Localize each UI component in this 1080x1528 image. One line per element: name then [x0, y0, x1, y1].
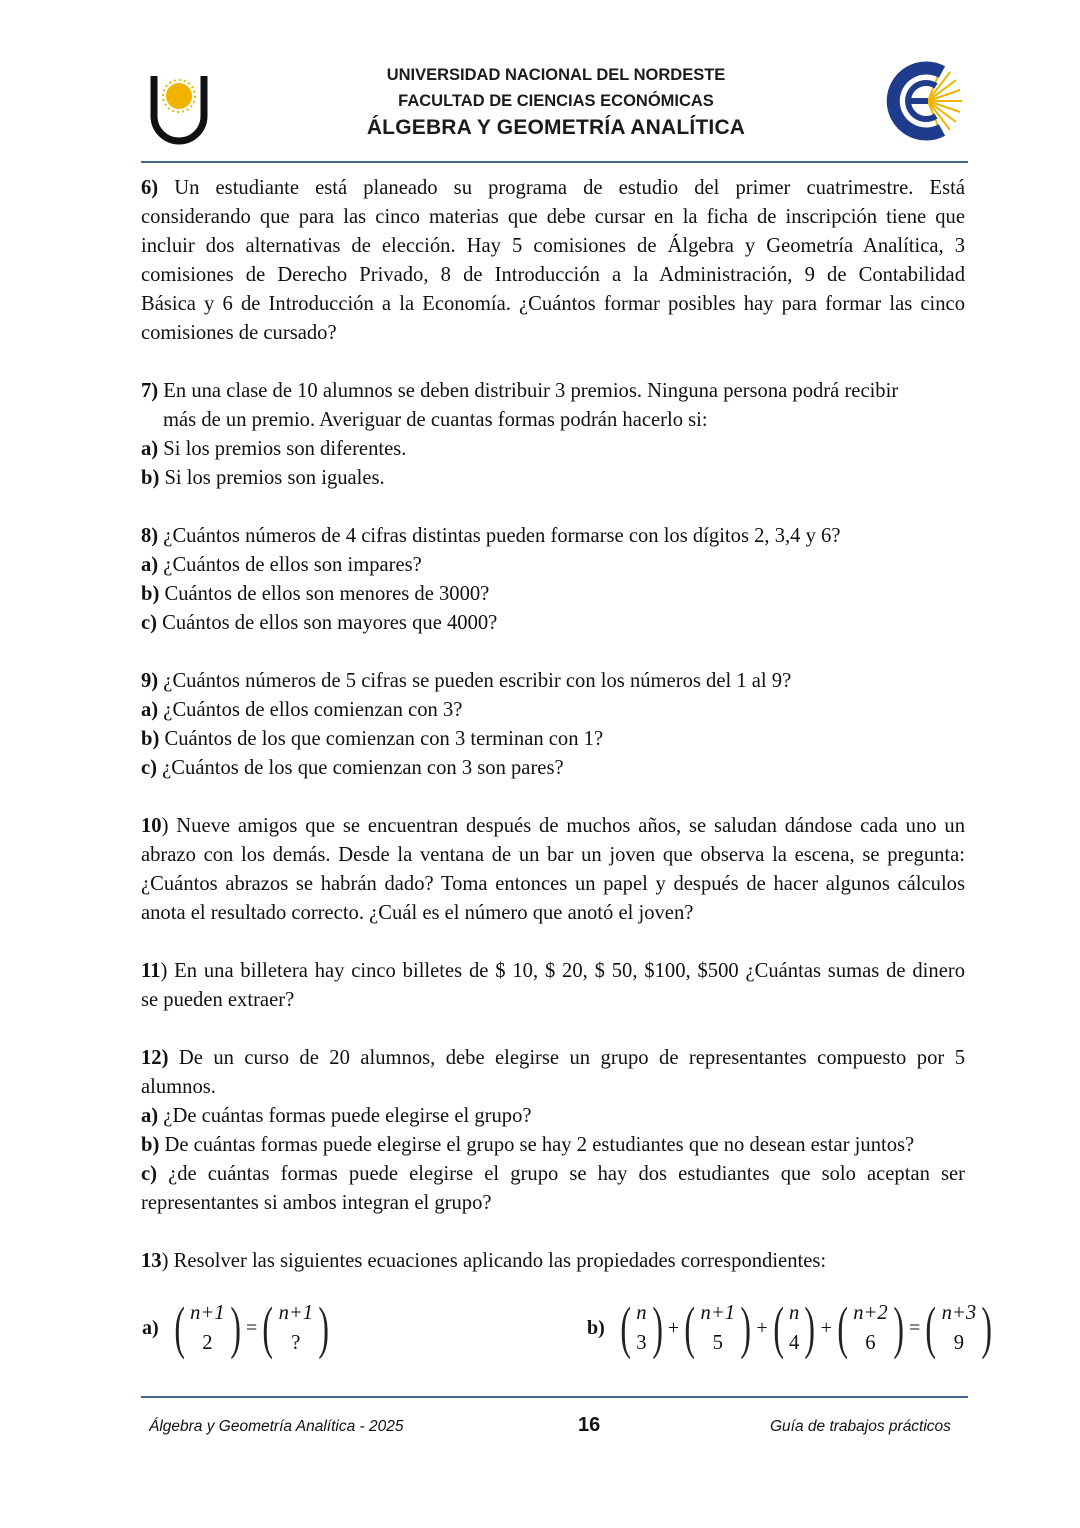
problem-10-line: ¿Cuántos abrazos se habrán dado? Toma entonces un papel y después de hacer algunos cálculos — [141, 873, 965, 895]
university-name: UNIVERSIDAD NACIONAL DEL NORDESTE — [386, 66, 726, 84]
problem-10-line: anota el resultado correcto. ¿Cuál es el número que anotó el joven? — [141, 902, 694, 924]
problem-10 — [141, 812, 965, 928]
equation-a-operator: = — [245, 1316, 258, 1339]
problem-6-line: incluir dos alternativas de elección. Hay 5 comisiones de Álgebra y Geometría Analítica, 3 — [141, 235, 965, 257]
course-title: ÁLGEBRA Y GEOMETRÍA ANALÍTICA — [366, 116, 746, 139]
problem-7 — [141, 377, 965, 493]
equation-a-binomial-bottom: 2 — [202, 1332, 213, 1354]
problem-6-line: considerando que para las cinco materias que debe cursar en la ficha de inscripción tiene que — [141, 206, 965, 228]
equation-b-binomial-bottom: 3 — [636, 1332, 647, 1354]
problem-7-line: 7) En una clase de 10 alumnos se deben distribuir 3 premios. Ninguna persona podrá recibir — [141, 380, 899, 402]
footer-guide: Guía de trabajos prácticos — [770, 1418, 951, 1435]
equation-b-binomial: ( n 3 ) — [620, 1295, 663, 1360]
problem-12-line: 12) De un curso de 20 alumnos, debe elegirse un grupo de representantes compuesto por 5 — [141, 1047, 965, 1069]
problem-12 — [141, 1044, 965, 1218]
problem-11-line: se pueden extraer? — [141, 989, 295, 1011]
problem-8-c: c) Cuántos de ellos son mayores que 4000? — [141, 612, 498, 634]
problem-9-a: a) ¿Cuántos de ellos comienzan con 3? — [141, 699, 463, 721]
fce-logo — [878, 60, 964, 142]
equation-a-label: a) — [142, 1316, 159, 1339]
equation-b-binomial: ( n+3 9 ) — [925, 1295, 993, 1360]
equation-a-binomial-top: n+1 — [190, 1302, 225, 1324]
problem-7-a: a) Si los premios son diferentes. — [141, 438, 407, 460]
equation-b-operator: + — [667, 1316, 680, 1339]
faculty-name: FACULTAD DE CIENCIAS ECONÓMICAS — [398, 92, 714, 110]
problem-9-line: 9) ¿Cuántos números de 5 cifras se pueden escribir con los números del 1 al 9? — [141, 670, 792, 692]
problem-12-line: alumnos. — [141, 1076, 216, 1098]
problem-6-line: comisiones de cursado? — [141, 322, 337, 344]
problem-13 — [141, 1247, 965, 1276]
page-number: 16 — [578, 1414, 601, 1436]
problem-12-c-line: representantes si ambos integran el grupo? — [141, 1192, 492, 1214]
header-rule — [141, 161, 968, 163]
footer-rule — [141, 1396, 968, 1398]
equation-b-binomial: ( n+1 5 ) — [684, 1295, 751, 1360]
problem-10-line: 10) Nueve amigos que se encuentran después de muchos años, se saludan dándose cada uno un — [141, 815, 965, 837]
problem-9-c: c) ¿Cuántos de los que comienzan con 3 son pares? — [141, 757, 564, 779]
problem-8 — [141, 522, 965, 638]
problem-12-c: c) ¿de cuántas formas puede elegirse el grupo se hay dos estudiantes que solo aceptan ser — [141, 1163, 965, 1185]
footer-course: Álgebra y Geometría Analítica - 2025 — [149, 1418, 404, 1435]
problem-6-line: 6) Un estudiante está planeado su programa de estudio del primer cuatrimestre. Está — [141, 177, 965, 199]
equation-b-binomial: ( n+2 6 ) — [837, 1295, 904, 1360]
equation-a-binomial: ( n+1 ? ) — [262, 1295, 330, 1360]
problem-8-a: a) ¿Cuántos de ellos son impares? — [141, 554, 422, 576]
problem-12-b: b) De cuántas formas puede elegirse el grupo se hay 2 estudiantes que no desean estar juntos? — [141, 1134, 915, 1156]
equation-b-binomial-bottom: 5 — [712, 1332, 723, 1354]
problem-7-b: b) Si los premios son iguales. — [141, 467, 385, 489]
equation-a-binomial-top: n+1 — [278, 1302, 314, 1324]
equation-b-binomial-top: n+3 — [941, 1302, 977, 1324]
exercise-list — [141, 174, 965, 1276]
problem-6 — [141, 174, 965, 348]
equation-b-binomial-top: n — [788, 1302, 800, 1324]
equation-a-body — [170, 1295, 334, 1360]
equation-b-binomial-top: n — [636, 1302, 647, 1324]
equation-a — [141, 1295, 333, 1362]
equation-b-body — [616, 1295, 997, 1360]
problem-8-line: 8) ¿Cuántos números de 4 cifras distintas pueden formarse con los dígitos 2, 3,4 y 6? — [141, 525, 841, 547]
equation-a-binomial-bottom: ? — [291, 1332, 301, 1354]
equation-b-binomial-bottom: 4 — [788, 1332, 800, 1354]
problem-12-a: a) ¿De cuántas formas puede elegirse el grupo? — [141, 1105, 532, 1127]
equation-b-operator: = — [909, 1316, 921, 1339]
equation-b — [586, 1295, 996, 1362]
equation-b-binomial-top: n+1 — [700, 1302, 736, 1324]
equation-b-label: b) — [587, 1316, 605, 1339]
problem-9-b: b) Cuántos de los que comienzan con 3 terminan con 1? — [141, 728, 604, 750]
problem-7-line: más de un premio. Averiguar de cuantas formas podrán hacerlo si: — [163, 409, 708, 431]
problem-9 — [141, 667, 965, 783]
problem-11 — [141, 957, 965, 1015]
problem-13-line: 13) Resolver las siguientes ecuaciones aplicando las propiedades correspondientes: — [141, 1250, 827, 1272]
equation-b-operator: + — [756, 1316, 768, 1339]
equation-b-binomial-top: n+2 — [853, 1302, 888, 1324]
problem-6-line: Básica y 6 de Introducción a la Economía. ¿Cuántos formar posibles hay para formar las cinco — [141, 293, 965, 315]
problem-8-b: b) Cuántos de ellos son menores de 3000? — [141, 583, 490, 605]
equation-b-binomial-bottom: 6 — [865, 1332, 876, 1354]
equation-b-binomial-bottom: 9 — [953, 1332, 965, 1354]
problem-6-line: comisiones de Derecho Privado, 8 de Introducción a la Administración, 9 de Contabilidad — [141, 264, 965, 286]
equation-b-operator: + — [820, 1316, 832, 1339]
equation-a-binomial: ( n+1 2 ) — [174, 1295, 241, 1360]
problem-11-line: 11) En una billetera hay cinco billetes de $ 10, $ 20, $ 50, $100, $500 ¿Cuántas sumas de dinero — [141, 960, 965, 982]
problem-10-line: abrazo con los demás. Desde la ventana de un bar un joven que observa la escena, se pregunta: — [141, 844, 965, 866]
equation-b-binomial: ( n 4 ) — [772, 1295, 816, 1360]
